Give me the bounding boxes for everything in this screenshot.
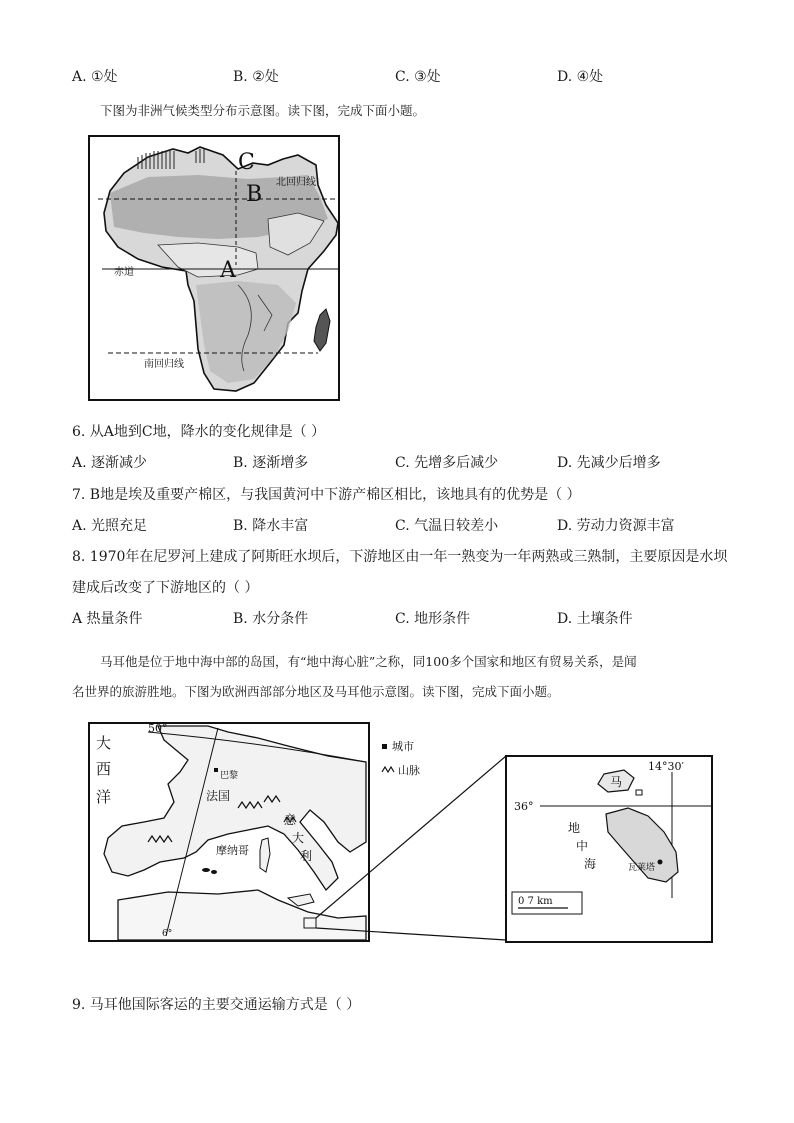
q8-option-b: B. 水分条件	[233, 611, 309, 627]
comino-island	[636, 790, 642, 795]
q5-option-b: B. ②处	[233, 69, 279, 85]
q7-option-d: D. 劳动力资源丰富	[557, 518, 675, 534]
label-equator: 赤道	[114, 267, 134, 278]
europe-malta-map	[88, 722, 714, 944]
q7-option-b: B. 降水丰富	[233, 518, 309, 534]
label-c: C	[238, 150, 255, 175]
q8-option-d: D. 土壤条件	[557, 611, 633, 627]
q6-option-c: C. 先增多后减少	[395, 455, 499, 471]
valletta-city-dot	[658, 860, 663, 865]
q8-stem-line2: 建成后改变了下游地区的（ ）	[72, 580, 259, 596]
q9-stem: 9. 马耳他国际客运的主要交通运输方式是（ ）	[72, 997, 361, 1013]
label-monaco: 摩纳哥	[216, 844, 249, 857]
legend-city-icon	[382, 744, 387, 749]
legend-city-label: 城市	[392, 740, 414, 753]
balearic-islands-2	[211, 870, 217, 874]
q6-stem: 6. 从A地到C地，降水的变化规律是（ ）	[72, 424, 326, 440]
q6-option-b: B. 逐渐增多	[233, 455, 309, 471]
label-italy-1: 意	[284, 813, 297, 827]
q5-option-d: D. ④处	[557, 69, 604, 85]
label-scale: 0 7 km	[518, 896, 553, 907]
label-a: A	[220, 258, 236, 283]
africa-climate-map	[88, 135, 340, 401]
q5-option-a: A. ①处	[72, 69, 118, 85]
label-ocean-2: 西	[96, 760, 112, 778]
malta-intro-line1: 马耳他是位于地中海中部的岛国，有“地中海心脏”之称，同100多个国家和地区有贸易关系，是闻	[100, 654, 637, 669]
label-lon-6: 6°	[162, 929, 173, 939]
label-sea-1: 地	[568, 821, 581, 835]
legend-mountain-icon	[382, 767, 394, 772]
q7-option-c: C. 气温日较差小	[395, 518, 499, 534]
q7-option-a: A. 光照充足	[72, 518, 148, 534]
label-italy-3: 利	[300, 849, 313, 863]
q6-option-d: D. 先减少后增多	[557, 455, 661, 471]
label-b: B	[246, 182, 263, 207]
label-valletta: 瓦莱塔	[628, 863, 656, 873]
legend-mountain-label: 山脉	[398, 764, 420, 777]
label-sea-3: 海	[584, 857, 597, 871]
q8-stem-line1: 8. 1970年在尼罗河上建成了阿斯旺水坝后，下游地区由一年一熟变为一年两熟或三熟制，主要原因是水坝	[72, 549, 728, 565]
africa-intro: 下图为非洲气候类型分布示意图。读下图，完成下面小题。	[100, 103, 426, 118]
q8-option-c: C. 地形条件	[395, 611, 471, 627]
label-tropic-north: 北回归线	[276, 177, 316, 188]
label-france: 法国	[206, 789, 231, 803]
balearic-islands	[202, 868, 210, 872]
label-paris: 巴黎	[220, 771, 239, 781]
q7-stem: 7. B地是埃及重要产棉区，与我国黄河中下游产棉区相比，该地具有的优势是（ ）	[72, 487, 581, 503]
q6-option-a: A. 逐渐减少	[72, 455, 148, 471]
label-lon-1430: 14°30′	[648, 760, 684, 773]
label-tropic-south: 南回归线	[144, 359, 184, 370]
label-sea-2: 中	[576, 839, 589, 853]
label-ma: 马	[610, 775, 623, 789]
malta-intro-line2: 名世界的旅游胜地。下图为欧洲西部部分地区及马耳他示意图。读下图，完成下面小题。	[72, 684, 560, 699]
label-ocean-1: 大	[96, 734, 112, 752]
paris-city-dot	[214, 768, 218, 772]
label-ocean-3: 洋	[96, 788, 112, 806]
label-italy-2: 大	[292, 831, 305, 845]
q8-option-a: A 热量条件	[72, 611, 143, 627]
q5-option-c: C. ③处	[395, 69, 441, 85]
label-lat-36: 36°	[514, 800, 534, 813]
label-lat-50: 50°	[148, 722, 168, 735]
